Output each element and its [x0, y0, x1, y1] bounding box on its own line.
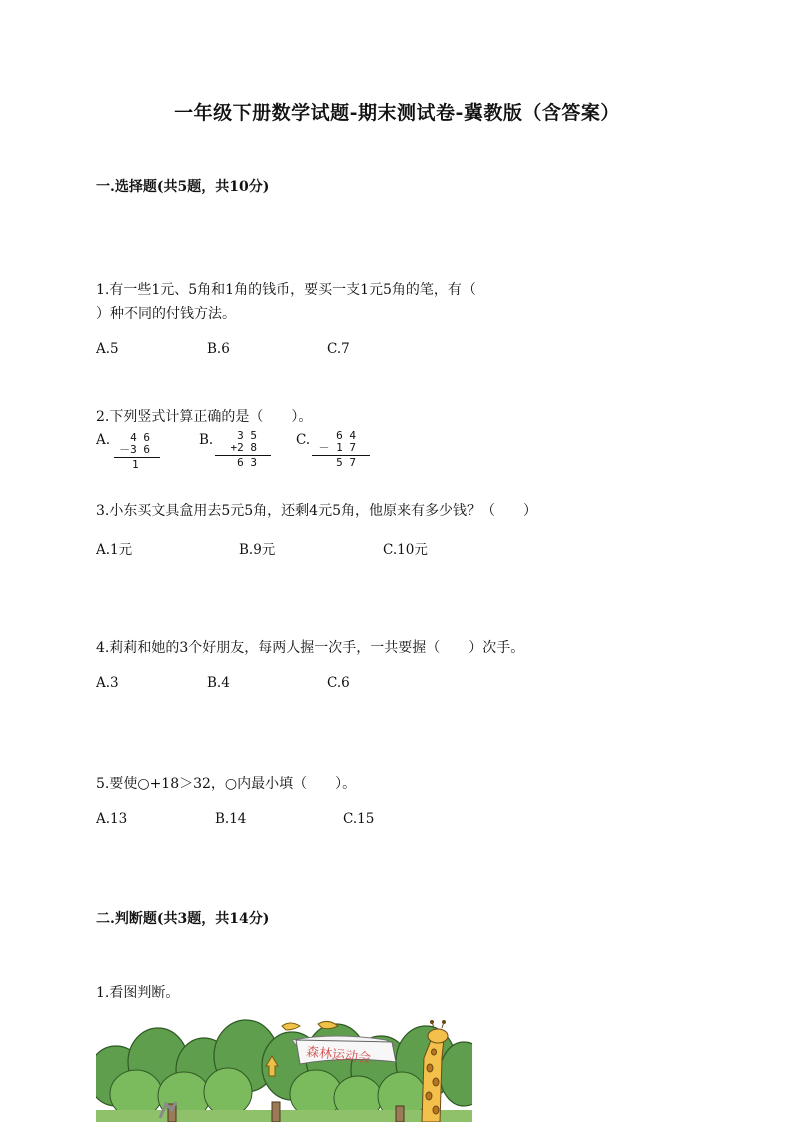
- forest-sports-meet-illustration: [96, 1018, 472, 1122]
- page-title: 一年级下册数学试题-期末测试卷-冀教版（含答案）: [174, 102, 620, 124]
- calc-a-top: 4 6: [130, 431, 150, 444]
- calc-b-result: 6 3: [237, 456, 257, 469]
- question-3-option-b[interactable]: B.9元: [239, 542, 276, 558]
- calc-c-top: 6 4: [336, 429, 356, 442]
- question-5-option-a[interactable]: A.13: [96, 811, 128, 827]
- calc-c-subtrahend: － 1 7: [318, 441, 356, 454]
- question-4-text: 4.莉莉和她的3个好朋友，每两人握一次手，一共要握（ ）次手。: [96, 640, 525, 656]
- calc-a-subtrahend: －3 6: [119, 443, 150, 456]
- question-3-option-a[interactable]: A.1元: [96, 542, 133, 558]
- section-heading-choice: 一.选择题(共5题，共10分): [96, 179, 270, 195]
- question-2-option-a-label[interactable]: A.: [96, 432, 111, 448]
- question-2-option-b-vertical-calc: [215, 430, 271, 469]
- question-2-option-c-label[interactable]: C.: [296, 432, 311, 448]
- question-2-text: 2.下列竖式计算正确的是（ ）。: [96, 409, 313, 425]
- forest-scene-image: [96, 1018, 472, 1122]
- question-5-option-b[interactable]: B.14: [215, 811, 247, 827]
- question-3-text: 3.小东买文具盒用去5元5角，还剩4元5角，他原来有多少钱？（ ）: [96, 503, 537, 519]
- question-1-line-2: ）种不同的付钱方法。: [96, 306, 236, 322]
- judgement-question-1-text: 1.看图判断。: [96, 985, 180, 1001]
- question-1-option-a[interactable]: A.5: [96, 341, 119, 357]
- question-4-option-b[interactable]: B.4: [207, 675, 230, 691]
- question-2-option-c-vertical-calc: [312, 430, 370, 469]
- question-5-option-c[interactable]: C.15: [343, 811, 375, 827]
- question-2-option-a-vertical-calc: [114, 432, 160, 471]
- calc-b-top: 3 5: [237, 429, 257, 442]
- question-4-option-c[interactable]: C.6: [327, 675, 350, 691]
- calc-b-addend: +2 8: [230, 441, 257, 454]
- question-5-text: 5.要使○+18＞32，○内最小填（ ）。: [96, 776, 357, 792]
- question-1-option-b[interactable]: B.6: [207, 341, 230, 357]
- banner-text: 森林运动会: [305, 1044, 372, 1067]
- question-2-option-b-label[interactable]: B.: [199, 432, 214, 448]
- question-1-line-1: 1.有一些1元、5角和1角的钱币，要买一支1元5角的笔，有（: [96, 282, 476, 298]
- question-4-option-a[interactable]: A.3: [96, 675, 119, 691]
- section-heading-judgement: 二.判断题(共3题，共14分): [96, 911, 270, 927]
- question-3-option-c[interactable]: C.10元: [383, 542, 428, 558]
- calc-c-result: 5 7: [336, 456, 356, 469]
- calc-a-result: 1: [132, 458, 139, 471]
- question-1-option-c[interactable]: C.7: [327, 341, 350, 357]
